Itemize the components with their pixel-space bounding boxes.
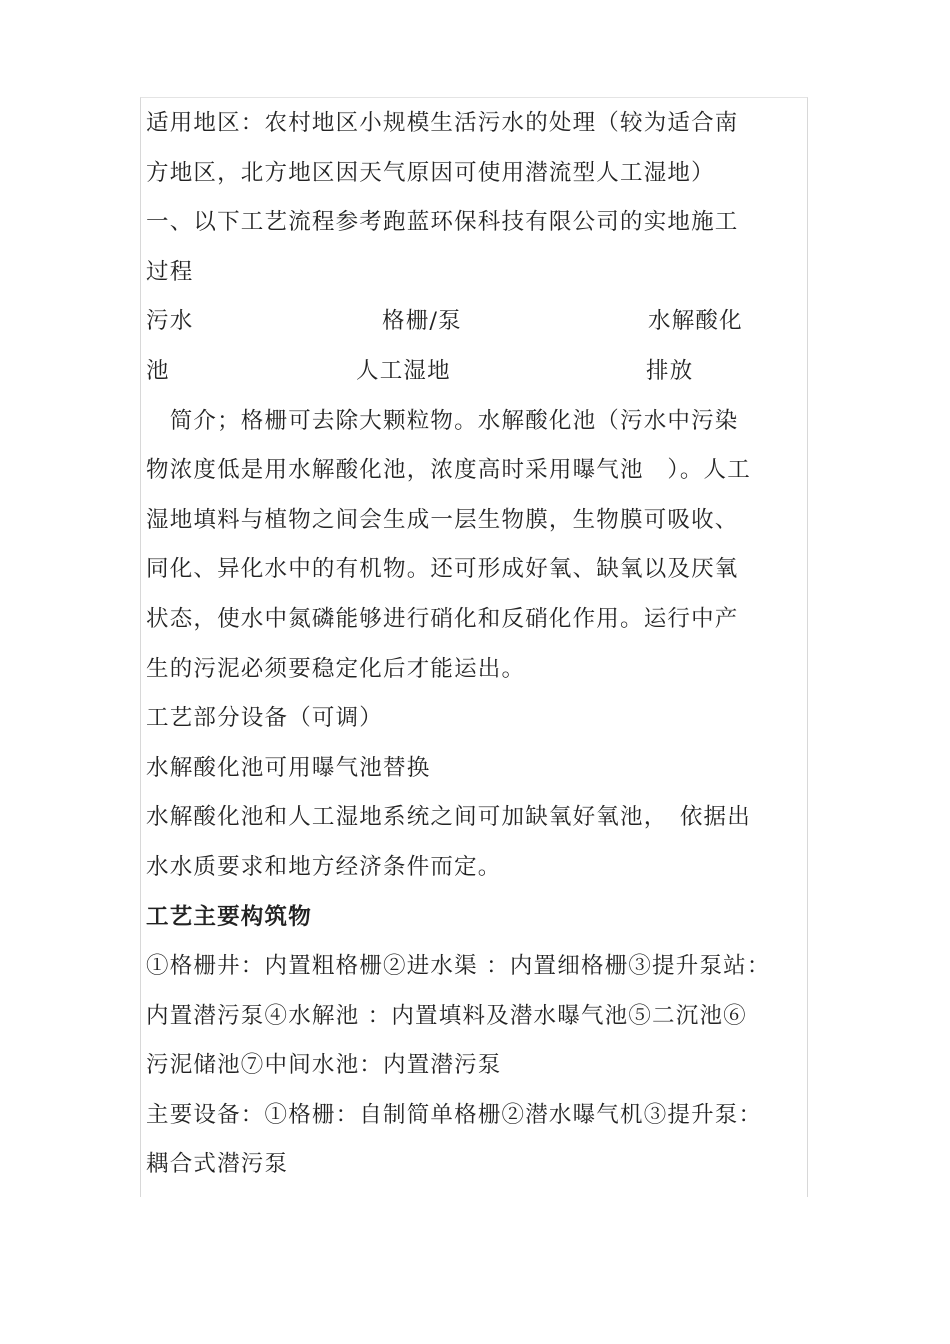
flow-step-wetland: 人工湿地 [356,357,451,384]
structures-line-2: 内置潜污泵④水解池 ：内置填料及潜水曝气池⑤二沉池⑥ [146,1002,747,1029]
main-equipment-line-1: 主要设备：①格栅：自制简单格栅②潜水曝气机③提升泵： [146,1101,763,1128]
intro-line-4: 同化、异化水中的有机物。还可形成好氧、缺氧以及厌氧 [146,556,739,583]
flow-step-tank: 池 [146,357,170,384]
flow-step-sewage: 污水 [146,308,194,335]
flow-step-hydrolysis: 水解酸化 [648,308,743,335]
intro-line-3: 湿地填料与植物之间会生成一层生物膜，生物膜可吸收、 [146,506,739,533]
equipment-line-4: 水水质要求和地方经济条件而定。 [146,853,502,880]
intro-line-5: 状态，使水中氮磷能够进行硝化和反硝化作用。运行中产 [146,605,739,632]
intro-line-2: 物浓度低是用水解酸化池，浓度高时采用曝气池 ）。人工 [146,457,751,484]
process-title-line-1: 一、以下工艺流程参考跑蓝环保科技有限公司的实地施工 [146,209,739,236]
flow-step-screen-pump: 格栅/泵 [382,308,462,335]
structures-line-3: 污泥储池⑦中间水池：内置潜污泵 [146,1052,502,1079]
equipment-line-2: 水解酸化池可用曝气池替换 [146,754,431,781]
equipment-line-1: 工艺部分设备（可调） [146,705,384,732]
applicable-area-line-2: 方地区，北方地区因天气原因可使用潜流型人工湿地） [146,159,715,186]
intro-line-1: 简介；格栅可去除大颗粒物。水解酸化池（污水中污染 [146,407,739,434]
flow-row-2 [146,347,806,397]
intro-line-6: 生的污泥必须要稳定化后才能运出。 [146,655,526,682]
equipment-line-3: 水解酸化池和人工湿地系统之间可加缺氧好氧池， 依据出 [146,804,751,831]
main-equipment-line-2: 耦合式潜污泵 [146,1151,289,1178]
process-title-line-2: 过程 [146,258,194,285]
flow-step-discharge: 排放 [646,357,694,384]
document-body [146,99,806,1190]
structures-heading: 工艺主要构筑物 [146,903,312,930]
applicable-area-line-1: 适用地区：农村地区小规模生活污水的处理（较为适合南 [146,110,739,136]
flow-row-1 [146,297,806,347]
structures-line-1: ①格栅井：内置粗格栅②进水渠 ：内置细格栅③提升泵站： [146,953,771,980]
